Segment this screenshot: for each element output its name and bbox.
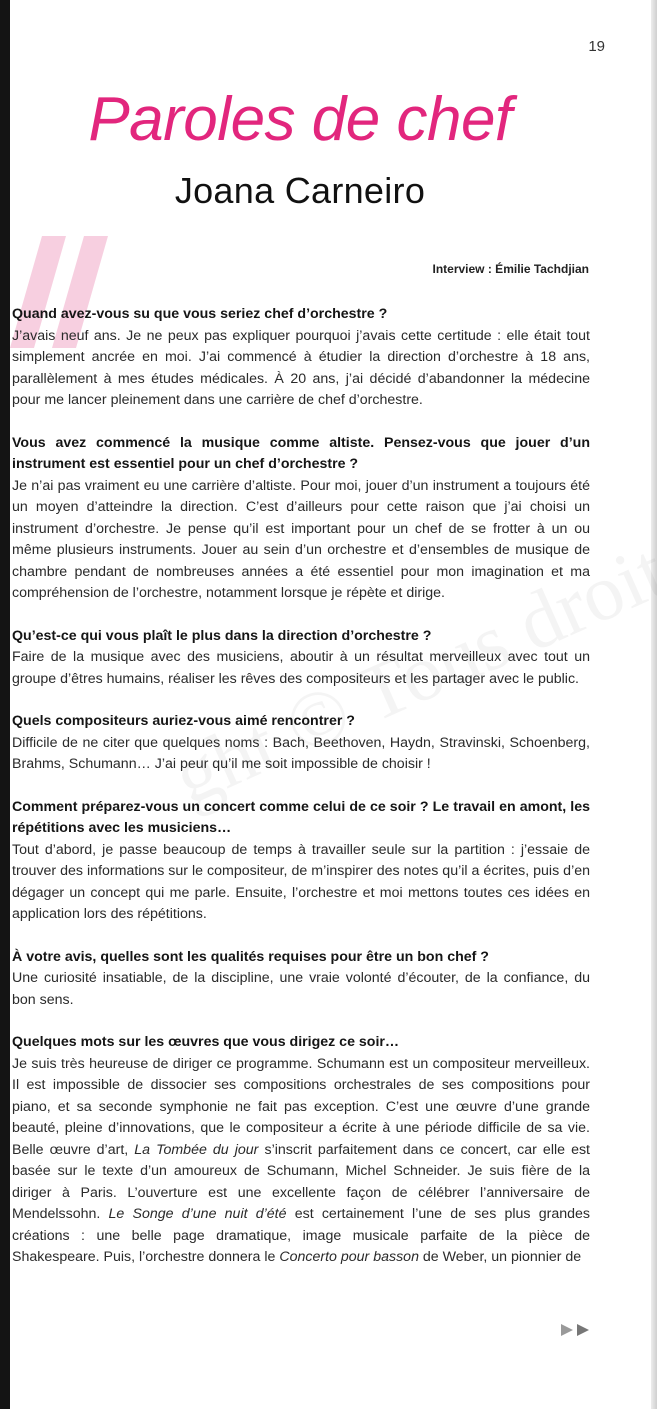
interview-body: [12, 304, 590, 1290]
question: Vous avez commencé la musique comme altiste. Pensez-vous que jouer d’un instrument est essentiel pour un chef d’orchestre ?: [12, 434, 590, 472]
work-title: La Tombée du jour: [134, 1141, 259, 1158]
answer: Une curiosité insatiable, de la discipline, une vraie volonté d’écouter, de la confiance, du bon sens.: [12, 970, 590, 1008]
question: À votre avis, quelles sont les qualités requises pour être un bon chef ?: [12, 948, 489, 965]
answer-text: Je suis très heureuse de diriger ce programme. Schumann est un compositeur merveilleux. Il est impossible de dissocier ses compositions orchestrales de ses compositions pour piano, et sa seconde symphonie ne fait pas exception. C’est une œuvre d’une grande beauté, pleine d’innovations, que le compositeur a écrite à une période difficile de sa vie. Belle œuvre d’art,: [12, 1055, 590, 1158]
next-page-arrows-icon: [559, 1322, 593, 1338]
interview-credit: Interview : Émilie Tachdjian: [432, 262, 589, 276]
qa-item: [12, 626, 590, 691]
qa-item: [12, 433, 590, 605]
question: Quand avez-vous su que vous seriez chef d’orchestre ?: [12, 306, 388, 322]
answer: Je n’ai pas vraiment eu une carrière d’altiste. Pour moi, jouer d’un instrument a toujours été un moyen d’atteindre la direction. C’est d’ailleurs pour cette raison que j’ai choisi un instrument d’orchestre. Je pense qu’il est important pour un chef de se frotter à un ou même plusieurs instruments. Jouer au sein d’un orchestre et d’ensembles de musique de chambre pendant de nombreuses années a été essentiel pour mon imagination et ma compréhension de l’orchestre, notamment lorsque je répète et dirige.: [12, 477, 590, 601]
answer-text: est certainement l’une de ses plus grandes créations : une belle page dramatique, image musicale parfaite de la pièce de Shakespeare. Puis, l’orchestre donnera le: [12, 1206, 590, 1265]
qa-item: [12, 797, 590, 926]
page-number: 19: [588, 38, 605, 55]
question: Qu’est-ce qui vous plaît le plus dans la direction d’orchestre ?: [12, 627, 432, 644]
question: Quels compositeurs auriez-vous aimé rencontrer ?: [12, 713, 355, 729]
answer: Difficile de ne citer que quelques noms : Bach, Beethoven, Haydn, Stravinski, Schoenberg, Brahms, Schumann… J’ai peur qu’il me soit impossible de choisir !: [12, 734, 590, 772]
answer: Faire de la musique avec des musiciens, aboutir à un résultat merveilleux avec tout un groupe d’êtres humains, réaliser les rêves des compositeurs et les partager avec le public.: [12, 649, 590, 687]
article-subtitle: Joana Carneiro: [174, 170, 426, 211]
work-title: Le Songe d’une nuit d’été: [108, 1206, 287, 1222]
answer-text: s’inscrit parfaitement dans ce concert, car elle est basée sur le texte d’un amoureux de Schumann, Michel Schneider. Je suis fière de la diriger à Paris. L’ouverture est une excellente façon de célébrer l’anniversaire de Mendelssohn.: [12, 1141, 590, 1222]
answer: Tout d’abord, je passe beaucoup de temps à travailler seule sur la partition : j’essaie de trouver des informations sur le compositeur, de m’inspirer des notes qu’il a écrites, puis d’en dégager un concept qui me parle. Ensuite, l’orchestre et moi mettons toutes ces idées en application lors des répétitions.: [12, 841, 590, 922]
work-title: Concerto pour basson: [279, 1249, 419, 1265]
qa-item: [12, 1032, 590, 1269]
answer: [12, 1054, 590, 1269]
qa-item: [12, 711, 590, 776]
answer: J’avais neuf ans. Je ne peux pas expliquer pourquoi j’avais cette certitude : elle était tout simplement ancrée en moi. J’ai commencé à étudier la direction d’orchestre à 18 ans, parallèlement à mes études médicales. À 20 ans, j’ai décidé d’abandonner la médecine pour me lancer pleinement dans une carrière de chef d’orchestre.: [12, 327, 590, 408]
qa-item: [12, 304, 590, 412]
question: Quelques mots sur les œuvres que vous dirigez ce soir…: [12, 1034, 400, 1050]
question: Comment préparez-vous un concert comme celui de ce soir ? Le travail en amont, les répétitions avec les musiciens…: [12, 798, 590, 836]
scan-right-edge: [651, 0, 657, 1409]
answer-text: de Weber, un pionnier de: [418, 1249, 582, 1265]
article-title: Paroles de chef: [88, 85, 512, 154]
qa-item: [12, 947, 590, 1012]
